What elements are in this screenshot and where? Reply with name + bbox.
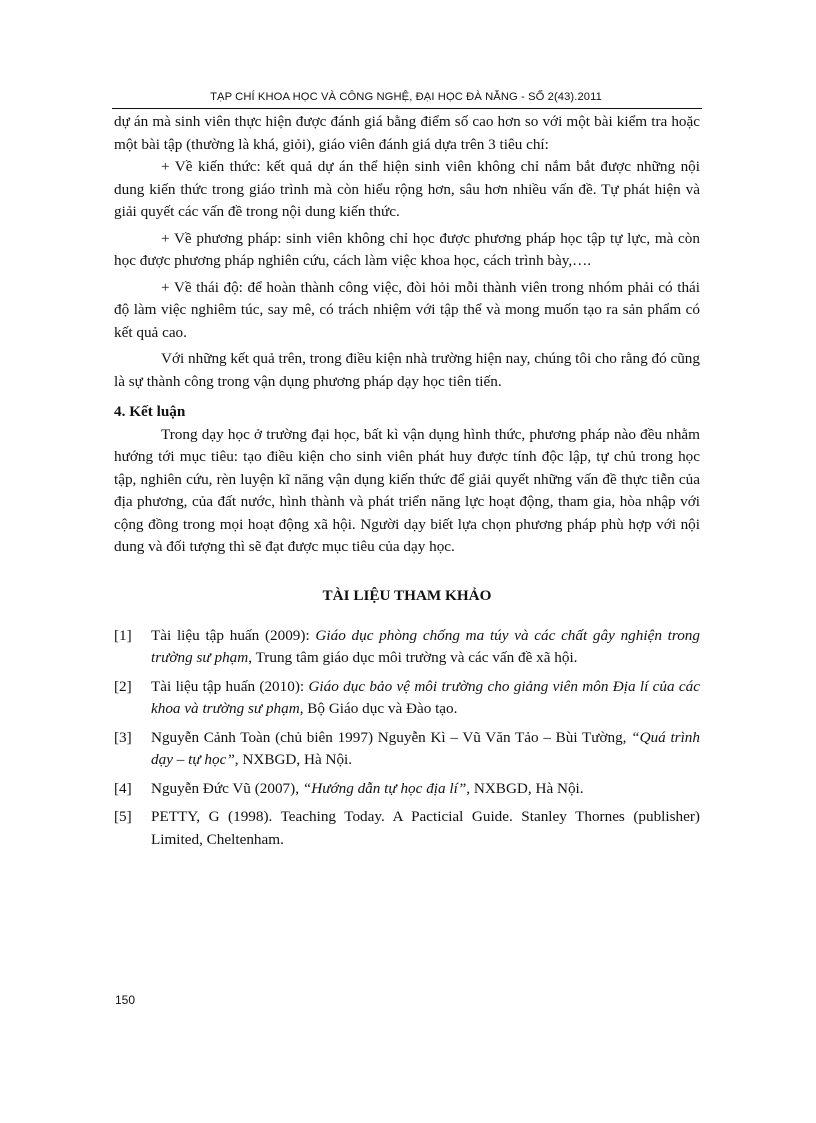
paragraph-results: Với những kết quả trên, trong điều kiện nhà trường hiện nay, chúng tôi cho rằng đó cũng là sự thành công trong vận dụng phương pháp dạy học tiên tiến. [114, 350, 700, 390]
reference-number: [5] [114, 808, 132, 825]
paragraph-method: + Về phương pháp: sinh viên không chỉ học được phương pháp học tập tự lực, mà còn học được phương pháp nghiên cứu, cách làm việc khoa học, cách trình bày,…. [114, 229, 700, 269]
reference-item [114, 625, 700, 670]
section-heading-conclusion: 4. Kết luận [114, 403, 186, 420]
reference-item [114, 727, 700, 772]
references-heading: TÀI LIỆU THAM KHẢO [322, 586, 492, 604]
reference-title: Giáo dục phòng chống ma túy và các chất gây nghiện trong trường sư phạm [151, 626, 700, 666]
reference-text: Tài liệu tập huấn (2009): Giáo dục phòng chống ma túy và các chất gây nghiện trong trường sư phạm, Trung tâm giáo dục môi trường và các vấn đề xã hội. [151, 626, 700, 666]
reference-number: [3] [114, 728, 132, 746]
reference-item [114, 778, 700, 801]
journal-header: TẠP CHÍ KHOA HỌC VÀ CÔNG NGHỆ, ĐẠI HỌC ĐÀ NẴNG - SỐ 2(43).2011 [210, 91, 602, 103]
reference-title: “Hướng dẫn tự học địa lí” [302, 779, 467, 797]
reference-number: [1] [114, 626, 132, 644]
header-rule [112, 108, 702, 109]
reference-item [114, 806, 700, 851]
reference-text: PETTY, G (1998). Teaching Today. A Pacticial Guide. Stanley Thornes (publisher) Limited, Cheltenham. [151, 808, 700, 848]
paragraph-continuation: dự án mà sinh viên thực hiện được đánh giá bằng điểm số cao hơn so với một bài kiểm tra hoặc một bài tập (thường là khá, giỏi), giáo viên đánh giá dựa trên 3 tiêu chí: [114, 113, 700, 153]
reference-title: “Quá trình dạy – tự học” [151, 728, 700, 768]
reference-item [114, 676, 700, 721]
reference-title: Giáo dục bảo vệ môi trường cho giảng viên môn Địa lí của các khoa và trường sư phạm [151, 677, 700, 717]
reference-number: [4] [114, 779, 132, 797]
page-body [114, 111, 700, 857]
reference-text: Nguyễn Đức Vũ (2007), “Hướng dẫn tự học địa lí”, NXBGD, Hà Nội. [151, 779, 584, 797]
paragraph-knowledge: + Về kiến thức: kết quả dự án thể hiện sinh viên không chỉ nắm bắt được những nội dung kiến thức trong giáo trình mà còn hiểu rộng hơn, sâu hơn nhiều vấn đề. Tự phát hiện và giải quyết các vấn đề trong nội dung kiến thức. [114, 158, 700, 220]
page-number: 150 [115, 993, 136, 1007]
reference-text: Tài liệu tập huấn (2010): Giáo dục bảo vệ môi trường cho giảng viên môn Địa lí của các khoa và trường sư phạm, Bộ Giáo dục và Đào tạo. [151, 677, 700, 717]
paragraph-attitude: + Về thái độ: để hoàn thành công việc, đòi hỏi mỗi thành viên trong nhóm phải có thái độ làm việc nghiêm túc, say mê, có trách nhiệm với tập thể và mong muốn tạo ra sản phẩm có kết quả cao. [114, 278, 700, 341]
reference-number: [2] [114, 677, 132, 695]
paragraph-conclusion: Trong dạy học ở trường đại học, bất kì vận dụng hình thức, phương pháp nào đều nhằm hướng tới mục tiêu: tạo điều kiện cho sinh viên phát huy được tính độc lập, tự chủ trong học tập, nghiên cứu, rèn luyện kĩ năng vận dụng kiến thức để giải quyết những vấn đề thực tiễn của địa phương, của đất nước, hình thành và phát triển năng lực hoạt động, tham gia, hòa nhập với cộng đồng trong mọi hoạt động xã hội. Người dạy biết lựa chọn phương pháp phù hợp với nội dung và đối tượng thì sẽ đạt được mục tiêu của dạy học. [114, 425, 700, 555]
reference-text: Nguyễn Cảnh Toàn (chủ biên 1997) Nguyễn Kì – Vũ Văn Tảo – Bùi Tường, “Quá trình dạy – tự học”, NXBGD, Hà Nội. [151, 728, 700, 768]
